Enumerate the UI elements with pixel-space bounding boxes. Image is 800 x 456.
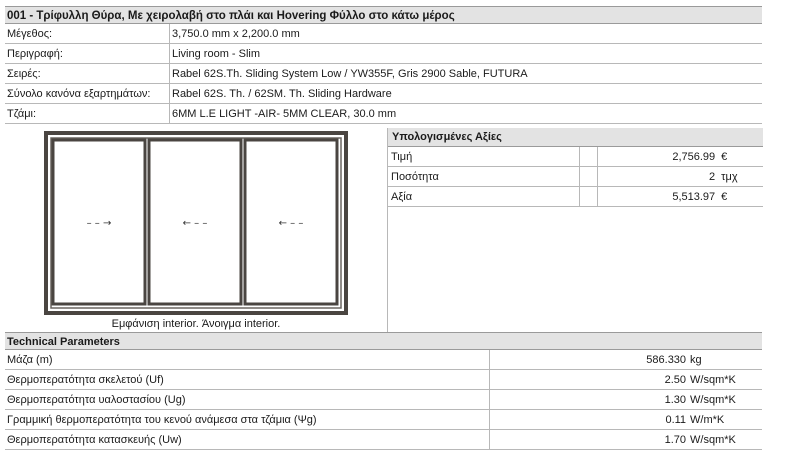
info-row-glass: [5, 104, 762, 124]
info-value: 3,750.0 mm x 2,200.0 mm: [170, 24, 763, 44]
calc-unit: €: [718, 187, 763, 207]
tech-label: Θερμοπερατότητα υαλοστασίου (Ug): [5, 390, 489, 410]
calc-row-quantity: [388, 167, 763, 187]
calc-value: 2,756.99: [598, 147, 719, 167]
tech-unit: W/sqm*K: [688, 370, 762, 390]
arrow-right-icon: – – →: [86, 218, 112, 229]
calc-label: Αξία: [388, 187, 579, 207]
info-value: 6MM L.E LIGHT -AIR- 5MM CLEAR, 30.0 mm: [170, 104, 763, 124]
info-row-size: [5, 24, 762, 44]
calculated-values-panel: [387, 128, 763, 332]
calc-label: Τιμή: [388, 147, 579, 167]
info-label: Μέγεθος:: [5, 24, 170, 44]
info-value: Rabel 62S.Th. Sliding System Low / YW355F, Gris 2900 Sable, FUTURA: [170, 64, 763, 84]
info-label: Τζάμι:: [5, 104, 170, 124]
item-title: 001 - Τρίφυλλη Θύρα, Με χειρολαβή στο πλάι και Hovering Φύλλο στο κάτω μέρος: [5, 6, 762, 24]
calc-value: 5,513.97: [598, 187, 719, 207]
tech-unit: W/sqm*K: [688, 430, 762, 450]
tech-value: 586.330: [489, 350, 688, 370]
tech-label: Μάζα (m): [5, 350, 489, 370]
info-row-hardware: [5, 84, 762, 104]
calc-row-total: [388, 187, 763, 207]
tech-row-ug: [5, 390, 762, 410]
tech-label: Γραμμική θερμοπερατότητα του κενού ανάμεσα στα τζάμια (Ψg): [5, 410, 489, 430]
calc-unit: τμχ: [718, 167, 763, 187]
tech-row-uw: [5, 430, 762, 450]
tech-label: Θερμοπερατότητα κατασκευής (Uw): [5, 430, 489, 450]
info-value: Rabel 62S. Th. / 62SM. Th. Sliding Hardware: [170, 84, 763, 104]
arrow-left-icon: ← – –: [278, 218, 304, 229]
info-row-series: [5, 64, 762, 84]
tech-label: Θερμοπερατότητα σκελετού (Uf): [5, 370, 489, 390]
calc-row-price: [388, 147, 763, 167]
calc-unit: €: [718, 147, 763, 167]
info-label: Περιγραφή:: [5, 44, 170, 64]
info-row-description: [5, 44, 762, 64]
tech-row-psi: [5, 410, 762, 430]
info-label: Σειρές:: [5, 64, 170, 84]
tech-row-uf: [5, 370, 762, 390]
technical-parameters-table: [5, 350, 762, 450]
calc-value: 2: [598, 167, 719, 187]
tech-unit: W/sqm*K: [688, 390, 762, 410]
calculated-values-header: Υπολογισμένες Αξίες: [388, 128, 763, 147]
tech-unit: W/m*K: [688, 410, 762, 430]
drawing-caption: Εμφάνιση interior. Άνοιγμα interior.: [111, 318, 281, 330]
tech-row-mass: [5, 350, 762, 370]
arrow-left-icon: ← – –: [182, 218, 208, 229]
item-info-table: [5, 24, 762, 124]
calculated-values-table: [388, 147, 763, 207]
tech-value: 0.11: [489, 410, 688, 430]
info-label: Σύνολο κανόνα εξαρτημάτων:: [5, 84, 170, 104]
tech-unit: kg: [688, 350, 762, 370]
sliding-door-svg: [5, 128, 387, 318]
tech-value: 2.50: [489, 370, 688, 390]
info-value: Living room - Slim: [170, 44, 763, 64]
door-drawing: [5, 128, 387, 332]
calc-label: Ποσότητα: [388, 167, 579, 187]
technical-parameters-header: Technical Parameters: [5, 332, 762, 350]
quote-sheet: [5, 6, 762, 446]
tech-value: 1.30: [489, 390, 688, 410]
tech-value: 1.70: [489, 430, 688, 450]
